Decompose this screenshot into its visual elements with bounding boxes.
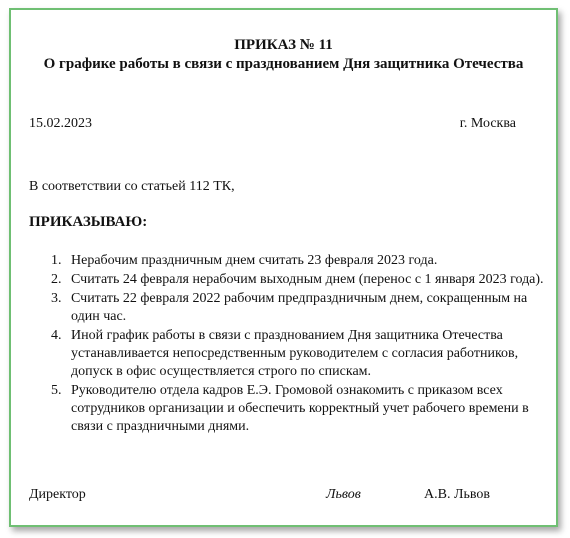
signer-name: А.В. Львов: [424, 487, 490, 502]
list-item: [29, 252, 549, 270]
list-item-number: 3.: [51, 291, 62, 306]
list-item-text: Руководителю отдела кадров Е.Э. Громовой ознакомить с приказом всех сотрудников организации и обеспечить корректный учет рабочего времени в связи с праздничными днями.: [71, 383, 529, 434]
document-city: г. Москва: [459, 116, 516, 131]
list-item-number: 1.: [51, 253, 62, 268]
list-item-number: 5.: [51, 383, 62, 398]
list-item: [29, 290, 549, 326]
list-item: [29, 382, 549, 436]
list-item-text: Считать 22 февраля 2022 рабочим предпраздничным днем, сокращенным на один час.: [71, 291, 528, 324]
list-item: [29, 327, 549, 381]
legal-basis: В соответствии со статьей 112 ТК,: [29, 179, 235, 194]
document-title: ПРИКАЗ № 11: [234, 37, 333, 53]
signature: Львов: [326, 487, 361, 502]
list-item-text: Иной график работы в связи с празднованием Дня защитника Отечества устанавливается непосредственным руководителем с согласия работников, допуск в офис осуществляется строго по спискам.: [71, 328, 519, 379]
order-heading: ПРИКАЗЫВАЮ:: [29, 214, 148, 230]
document-frame: [9, 8, 558, 527]
signer-role: Директор: [29, 487, 86, 502]
document-date: 15.02.2023: [29, 116, 92, 131]
list-item-number: 4.: [51, 328, 62, 343]
document-subtitle: О графике работы в связи с празднованием Дня защитника Отечества: [43, 56, 524, 72]
list-item: [29, 271, 549, 289]
list-item-text: Считать 24 февраля нерабочим выходным днем (перенос с 1 января 2023 года).: [71, 272, 544, 287]
list-item-number: 2.: [51, 272, 62, 287]
order-items-list: [29, 252, 549, 437]
list-item-text: Нерабочим праздничным днем считать 23 февраля 2023 года.: [71, 253, 438, 268]
